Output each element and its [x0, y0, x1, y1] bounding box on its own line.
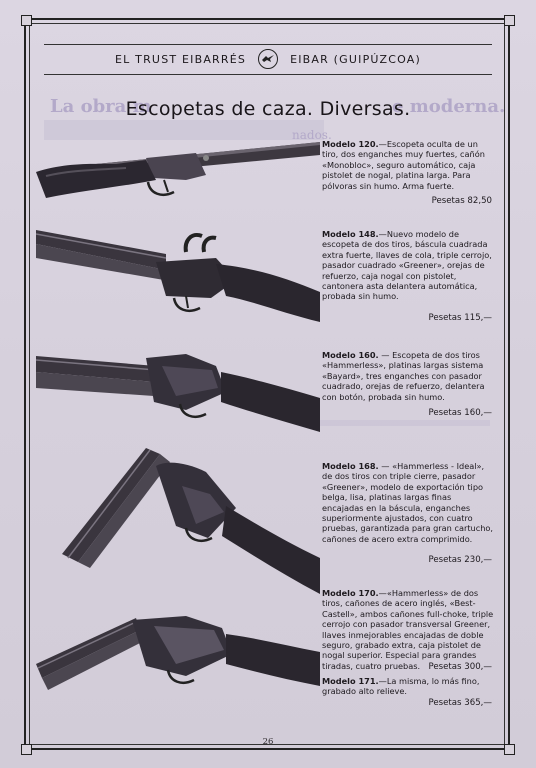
- trust-emblem-icon: [258, 49, 278, 69]
- corner-ornament: [21, 15, 32, 26]
- price-model-170: Pesetas 300,—: [428, 662, 492, 672]
- entry-model-170: [322, 588, 494, 671]
- page-number: 26: [262, 737, 274, 747]
- model-name: Modelo 120.: [322, 139, 379, 149]
- model-name: Modelo 171.: [322, 676, 379, 686]
- model-name: Modelo 148.: [322, 229, 379, 239]
- ghost-text: e moderna.: [392, 96, 506, 117]
- model-description: —La misma, lo más fino, grabado alto relieve.: [322, 676, 480, 697]
- model-name: Modelo 168.: [322, 461, 379, 471]
- price-model-120: Pesetas 82,50: [431, 196, 492, 206]
- price-model-148: Pesetas 115,—: [428, 313, 492, 323]
- header: [44, 46, 492, 72]
- page-title: Escopetas de caza. Diversas.: [125, 98, 411, 120]
- ghost-text: La obra m: [50, 96, 152, 117]
- shotgun-image-148: [36, 222, 320, 332]
- price-model-160: Pesetas 160,—: [428, 408, 492, 418]
- ghost-text: nados.: [292, 128, 332, 142]
- corner-ornament: [504, 15, 515, 26]
- entry-model-160: [322, 350, 494, 402]
- shotgun-image-170: [36, 606, 320, 716]
- price-model-168: Pesetas 230,—: [428, 555, 492, 565]
- model-description: —«Hammerless» de dos tiros, cañones de acero inglés, «Best-Castell», ambos cañones full-choke, triple cerrojo con pasador transversal Greener, llaves inmejorables encajadas de doble seguro, grabado extra, caja pistolet de nogal superior. Especial para grandes tiradas, cuatro pruebas.: [322, 588, 494, 671]
- price-model-171: Pesetas 365,—: [428, 698, 492, 708]
- shotgun-image-120: [36, 120, 320, 200]
- entry-model-171: [322, 676, 494, 697]
- entry-model-148: [322, 229, 494, 302]
- shotgun-image-168: [36, 446, 320, 596]
- shotgun-image-160: [36, 336, 320, 446]
- model-description: —Nuevo modelo de escopeta de dos tiros, báscula cuadrada extra fuerte, llaves de cola, triple cerrojo, pasador cuadrado «Greener», orejas de refuerzo, caja nogal con pistolet, cantonera asta delantera automática, probada sin humo.: [322, 229, 492, 302]
- model-name: Modelo 160.: [322, 350, 379, 360]
- entry-model-168: [322, 461, 494, 544]
- model-description: — Escopeta de dos tiros «Hammerless», platinas largas sistema «Bayard», tres enganches con pasador cuadrado, orejas de refuerzo, delantera con botón, probada sin humo.: [322, 350, 485, 402]
- entry-model-120: [322, 139, 494, 191]
- model-description: —Escopeta oculta de un tiro, dos enganches muy fuertes, cañón «Monobloc», seguro automático, caja pistolet de nogal, platina larga. Para pólvoras sin humo. Arma fuerte.: [322, 139, 485, 191]
- header-company: EL TRUST EIBARRÉS: [115, 52, 247, 66]
- header-rule-top: [44, 44, 492, 45]
- header-rule-bottom: [44, 74, 492, 75]
- model-name: Modelo 170.: [322, 588, 379, 598]
- model-description: — «Hammerless - Ideal», de dos tiros con triple cierre, pasador «Greener», modelo de exportación tipo belga, lisa, platinas largas finas encajadas en la báscula, enganches superiormente ajustados, con cuatro pruebas, garantizada para gran cartucho, cañones de acero extra comprimido.: [322, 461, 494, 544]
- header-location: EIBAR (GUIPÚZCOA): [290, 52, 421, 66]
